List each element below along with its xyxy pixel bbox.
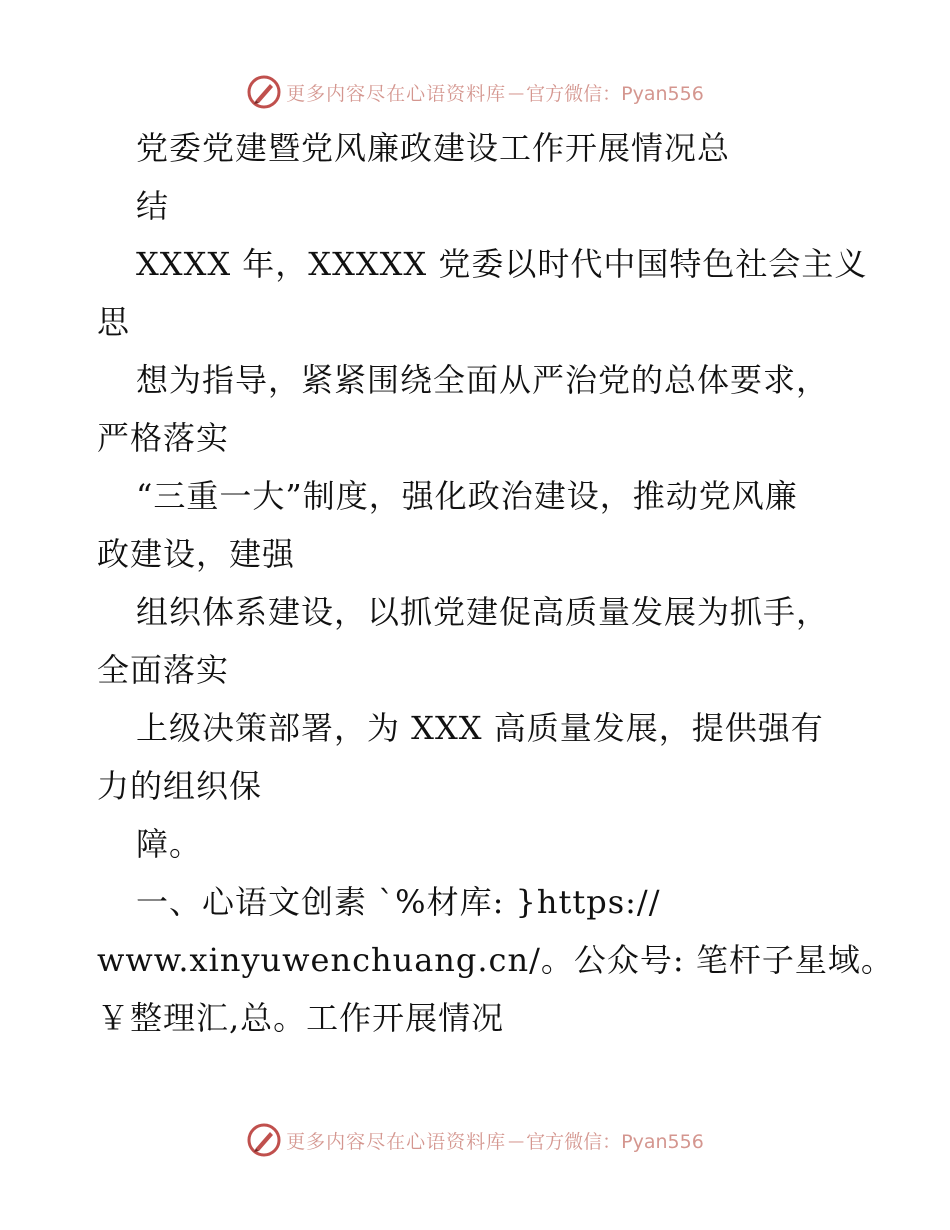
watermark-separator: —: [508, 82, 525, 102]
paragraph-line: 严格落实: [97, 419, 230, 457]
url-line: www.xinyuwenchuang.cn/。公众号: 笔杆子星域。: [97, 941, 894, 979]
watermark-wechat: 官方微信：Pyan556: [526, 82, 704, 105]
paragraph-line: “三重一大”制度，强化政治建设，推动党风廉: [136, 477, 798, 515]
paragraph-line: 障。: [136, 825, 203, 863]
title-line-1: 党委党建暨党风廉政建设工作开展情况总: [136, 129, 731, 167]
watermark-text: 更多内容尽在心语资料库: [286, 82, 507, 105]
paragraph-line: 思: [97, 303, 131, 341]
paragraph-line: 想为指导，紧紧围绕全面从严治党的总体要求，: [136, 361, 830, 399]
paragraph-line: 组织体系建设，以抓党建促高质量发展为抓手，: [136, 593, 830, 631]
section-heading-line: ￥整理汇,总。工作开展情况: [97, 999, 505, 1037]
section-heading-line: 一、心语文创素 `%材库: }https://: [136, 883, 661, 921]
paragraph-line: 力的组织保: [97, 767, 263, 805]
paragraph-line: 政建设，建强: [97, 535, 296, 573]
watermark-text: 更多内容尽在心语资料库: [286, 1130, 507, 1153]
watermark-wechat: 官方微信：Pyan556: [526, 1130, 704, 1153]
watermark-separator: —: [508, 1130, 525, 1150]
paragraph-line: 全面落实: [97, 651, 230, 689]
pen-logo-icon: [246, 74, 282, 110]
pen-logo-icon: [246, 1122, 282, 1158]
paragraph-line: XXXX 年，XXXXX 党委以时代中国特色社会主义: [136, 245, 868, 283]
footer-watermark: [0, 1120, 950, 1160]
paragraph-line: 上级决策部署，为 XXX 高质量发展，提供强有: [136, 709, 824, 747]
header-watermark: [0, 72, 950, 112]
title-line-2: 结: [136, 187, 170, 225]
